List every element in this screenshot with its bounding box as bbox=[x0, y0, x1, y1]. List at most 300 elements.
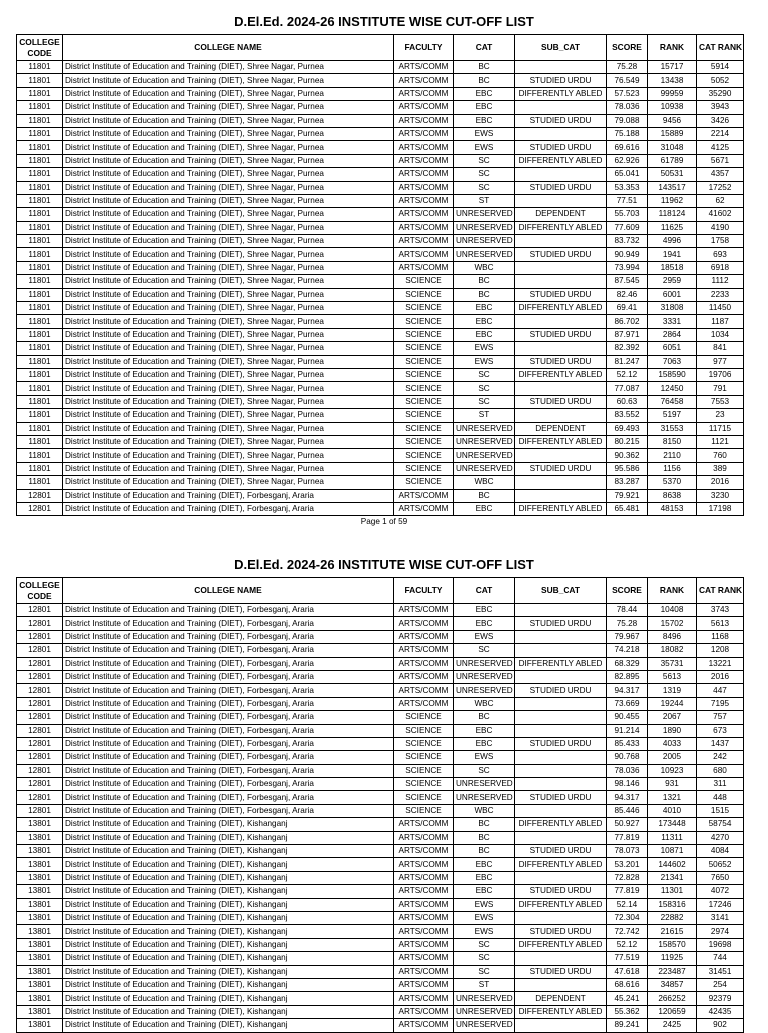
cell-cat: WBC bbox=[454, 476, 515, 489]
cell-sub-cat: STUDIED URDU bbox=[515, 462, 607, 475]
cell-sub-cat bbox=[515, 61, 607, 74]
cell-college-name: District Institute of Education and Training (DIET), Forbesganj, Araria bbox=[63, 604, 394, 617]
cell-score: 77.609 bbox=[607, 221, 648, 234]
cell-score: 77.819 bbox=[607, 885, 648, 898]
cell-rank: 5197 bbox=[648, 409, 697, 422]
cell-sub-cat: STUDIED URDU bbox=[515, 737, 607, 750]
cell-college-code: 13801 bbox=[17, 992, 63, 1005]
cell-college-code: 12801 bbox=[17, 711, 63, 724]
cell-cat-rank: 17198 bbox=[697, 502, 744, 515]
cell-cat: UNRESERVED bbox=[454, 449, 515, 462]
cell-sub-cat bbox=[515, 194, 607, 207]
cell-rank: 9456 bbox=[648, 114, 697, 127]
cell-faculty: ARTS/COMM bbox=[394, 127, 454, 140]
cell-cat-rank: 680 bbox=[697, 764, 744, 777]
cell-cat-rank: 92379 bbox=[697, 992, 744, 1005]
cell-score: 68.329 bbox=[607, 657, 648, 670]
cell-college-code: 11801 bbox=[17, 74, 63, 87]
cell-faculty: SCIENCE bbox=[394, 302, 454, 315]
cell-score: 77.819 bbox=[607, 831, 648, 844]
cell-faculty: SCIENCE bbox=[394, 342, 454, 355]
table-row bbox=[17, 1005, 744, 1018]
cell-cat-rank: 254 bbox=[697, 978, 744, 991]
table-row bbox=[17, 61, 744, 74]
cell-faculty: ARTS/COMM bbox=[394, 168, 454, 181]
table-row bbox=[17, 181, 744, 194]
cell-college-code: 11801 bbox=[17, 476, 63, 489]
cell-cat-rank: 1208 bbox=[697, 644, 744, 657]
cell-college-code: 12801 bbox=[17, 791, 63, 804]
cell-college-name: District Institute of Education and Training (DIET), Forbesganj, Araria bbox=[63, 644, 394, 657]
cell-sub-cat bbox=[515, 871, 607, 884]
cell-faculty: ARTS/COMM bbox=[394, 114, 454, 127]
cell-rank: 2067 bbox=[648, 711, 697, 724]
cell-faculty: SCIENCE bbox=[394, 476, 454, 489]
cell-sub-cat: DIFFERENTLY ABLED bbox=[515, 435, 607, 448]
table-row bbox=[17, 382, 744, 395]
cell-cat-rank: 1758 bbox=[697, 235, 744, 248]
table-row bbox=[17, 288, 744, 301]
cell-college-code: 12801 bbox=[17, 657, 63, 670]
cell-sub-cat bbox=[515, 911, 607, 924]
cell-sub-cat bbox=[515, 670, 607, 683]
cell-cat-rank: 5671 bbox=[697, 154, 744, 167]
cell-college-name: District Institute of Education and Training (DIET), Kishanganj bbox=[63, 1019, 394, 1032]
cell-college-code: 12801 bbox=[17, 489, 63, 502]
cell-rank: 10923 bbox=[648, 764, 697, 777]
table-row bbox=[17, 697, 744, 710]
cell-cat-rank: 1437 bbox=[697, 737, 744, 750]
table-row bbox=[17, 275, 744, 288]
cell-cat-rank: 58754 bbox=[697, 818, 744, 831]
header-cat: CAT bbox=[454, 35, 515, 61]
cell-cat: UNRESERVED bbox=[454, 422, 515, 435]
cell-score: 73.994 bbox=[607, 261, 648, 274]
cell-rank: 4010 bbox=[648, 804, 697, 817]
cell-cat-rank: 7195 bbox=[697, 697, 744, 710]
cell-college-name: District Institute of Education and Training (DIET), Shree Nagar, Purnea bbox=[63, 127, 394, 140]
cell-college-name: District Institute of Education and Training (DIET), Forbesganj, Araria bbox=[63, 804, 394, 817]
cell-cat: UNRESERVED bbox=[454, 992, 515, 1005]
cell-sub-cat bbox=[515, 1019, 607, 1032]
header-rank: RANK bbox=[648, 578, 697, 604]
cell-college-code: 11801 bbox=[17, 288, 63, 301]
cell-college-name: District Institute of Education and Training (DIET), Kishanganj bbox=[63, 938, 394, 951]
cell-rank: 22882 bbox=[648, 911, 697, 924]
cell-score: 75.188 bbox=[607, 127, 648, 140]
cell-sub-cat: STUDIED URDU bbox=[515, 288, 607, 301]
cell-rank: 31808 bbox=[648, 302, 697, 315]
cell-cat: EWS bbox=[454, 355, 515, 368]
cell-sub-cat: DIFFERENTLY ABLED bbox=[515, 302, 607, 315]
table-row bbox=[17, 154, 744, 167]
cell-cat: ST bbox=[454, 409, 515, 422]
cell-cat: UNRESERVED bbox=[454, 670, 515, 683]
cell-cat-rank: 35290 bbox=[697, 87, 744, 100]
cell-cat: WBC bbox=[454, 697, 515, 710]
cell-cat-rank: 1112 bbox=[697, 275, 744, 288]
header-college-code: COLLEGE CODE bbox=[17, 35, 63, 61]
cell-sub-cat bbox=[515, 275, 607, 288]
table-row bbox=[17, 938, 744, 951]
cell-score: 82.895 bbox=[607, 670, 648, 683]
table-row bbox=[17, 74, 744, 87]
cell-college-code: 11801 bbox=[17, 154, 63, 167]
cell-rank: 8638 bbox=[648, 489, 697, 502]
cell-sub-cat: DEPENDENT bbox=[515, 422, 607, 435]
cell-college-name: District Institute of Education and Training (DIET), Shree Nagar, Purnea bbox=[63, 368, 394, 381]
cell-score: 79.088 bbox=[607, 114, 648, 127]
cell-cat-rank: 4072 bbox=[697, 885, 744, 898]
table-row bbox=[17, 141, 744, 154]
cell-rank: 4996 bbox=[648, 235, 697, 248]
cell-cat: BC bbox=[454, 831, 515, 844]
cell-cat: SC bbox=[454, 938, 515, 951]
cell-score: 52.14 bbox=[607, 898, 648, 911]
cell-rank: 8496 bbox=[648, 630, 697, 643]
cell-cat: UNRESERVED bbox=[454, 248, 515, 261]
cell-cat-rank: 4125 bbox=[697, 141, 744, 154]
cell-cat: SC bbox=[454, 168, 515, 181]
header-score: SCORE bbox=[607, 35, 648, 61]
cell-cat: SC bbox=[454, 368, 515, 381]
cell-rank: 158316 bbox=[648, 898, 697, 911]
cell-college-name: District Institute of Education and Training (DIET), Kishanganj bbox=[63, 818, 394, 831]
cell-faculty: SCIENCE bbox=[394, 751, 454, 764]
cell-cat: EWS bbox=[454, 898, 515, 911]
cell-faculty: ARTS/COMM bbox=[394, 965, 454, 978]
cell-cat: BC bbox=[454, 74, 515, 87]
cell-faculty: ARTS/COMM bbox=[394, 925, 454, 938]
cell-cat-rank: 757 bbox=[697, 711, 744, 724]
cell-cat: SC bbox=[454, 382, 515, 395]
cell-college-name: District Institute of Education and Training (DIET), Forbesganj, Araria bbox=[63, 502, 394, 515]
cell-rank: 8150 bbox=[648, 435, 697, 448]
table-row bbox=[17, 804, 744, 817]
cell-faculty: ARTS/COMM bbox=[394, 87, 454, 100]
cell-college-code: 11801 bbox=[17, 409, 63, 422]
cell-score: 60.63 bbox=[607, 395, 648, 408]
cell-college-name: District Institute of Education and Training (DIET), Shree Nagar, Purnea bbox=[63, 141, 394, 154]
cell-faculty: ARTS/COMM bbox=[394, 898, 454, 911]
cell-sub-cat: DIFFERENTLY ABLED bbox=[515, 657, 607, 670]
table-row bbox=[17, 409, 744, 422]
cell-rank: 19244 bbox=[648, 697, 697, 710]
cell-faculty: SCIENCE bbox=[394, 315, 454, 328]
cell-faculty: ARTS/COMM bbox=[394, 871, 454, 884]
cell-rank: 11301 bbox=[648, 885, 697, 898]
cell-college-code: 11801 bbox=[17, 382, 63, 395]
table-row bbox=[17, 818, 744, 831]
page-title: D.El.Ed. 2024-26 INSTITUTE WISE CUT-OFF LIST bbox=[234, 557, 534, 572]
cell-sub-cat: STUDIED URDU bbox=[515, 791, 607, 804]
cell-college-code: 13801 bbox=[17, 911, 63, 924]
cell-sub-cat bbox=[515, 489, 607, 502]
cell-cat-rank: 13221 bbox=[697, 657, 744, 670]
cell-cat-rank: 447 bbox=[697, 684, 744, 697]
cell-cat-rank: 17252 bbox=[697, 181, 744, 194]
cell-college-name: District Institute of Education and Training (DIET), Forbesganj, Araria bbox=[63, 711, 394, 724]
cell-cat: EBC bbox=[454, 885, 515, 898]
cell-score: 83.732 bbox=[607, 235, 648, 248]
cell-sub-cat: STUDIED URDU bbox=[515, 114, 607, 127]
cell-faculty: SCIENCE bbox=[394, 778, 454, 791]
cell-cat-rank: 977 bbox=[697, 355, 744, 368]
cell-cat-rank: 902 bbox=[697, 1019, 744, 1032]
cell-faculty: SCIENCE bbox=[394, 328, 454, 341]
cell-rank: 11311 bbox=[648, 831, 697, 844]
cell-college-name: District Institute of Education and Training (DIET), Forbesganj, Araria bbox=[63, 617, 394, 630]
cell-college-name: District Institute of Education and Training (DIET), Kishanganj bbox=[63, 858, 394, 871]
cell-faculty: ARTS/COMM bbox=[394, 235, 454, 248]
cell-college-name: District Institute of Education and Training (DIET), Shree Nagar, Purnea bbox=[63, 275, 394, 288]
cell-cat-rank: 1515 bbox=[697, 804, 744, 817]
cell-cat: BC bbox=[454, 288, 515, 301]
table-row bbox=[17, 657, 744, 670]
table-row bbox=[17, 127, 744, 140]
table-row bbox=[17, 114, 744, 127]
cell-rank: 5613 bbox=[648, 670, 697, 683]
cell-rank: 15702 bbox=[648, 617, 697, 630]
cell-rank: 18082 bbox=[648, 644, 697, 657]
cell-faculty: ARTS/COMM bbox=[394, 261, 454, 274]
table-row bbox=[17, 898, 744, 911]
cell-sub-cat: STUDIED URDU bbox=[515, 395, 607, 408]
cell-college-name: District Institute of Education and Training (DIET), Kishanganj bbox=[63, 925, 394, 938]
header-score: SCORE bbox=[607, 578, 648, 604]
cell-faculty: SCIENCE bbox=[394, 275, 454, 288]
header-faculty: FACULTY bbox=[394, 578, 454, 604]
cell-college-name: District Institute of Education and Training (DIET), Shree Nagar, Purnea bbox=[63, 248, 394, 261]
cell-cat-rank: 2233 bbox=[697, 288, 744, 301]
cell-college-code: 13801 bbox=[17, 858, 63, 871]
cell-score: 85.433 bbox=[607, 737, 648, 750]
cell-cat-rank: 4357 bbox=[697, 168, 744, 181]
table-row bbox=[17, 751, 744, 764]
cell-college-name: District Institute of Education and Training (DIET), Kishanganj bbox=[63, 898, 394, 911]
cell-score: 52.12 bbox=[607, 938, 648, 951]
table-row bbox=[17, 87, 744, 100]
cell-rank: 34857 bbox=[648, 978, 697, 991]
cell-college-name: District Institute of Education and Training (DIET), Shree Nagar, Purnea bbox=[63, 302, 394, 315]
cell-faculty: SCIENCE bbox=[394, 395, 454, 408]
cell-college-name: District Institute of Education and Training (DIET), Forbesganj, Araria bbox=[63, 764, 394, 777]
cell-faculty: ARTS/COMM bbox=[394, 885, 454, 898]
cell-faculty: SCIENCE bbox=[394, 737, 454, 750]
cell-score: 90.362 bbox=[607, 449, 648, 462]
cell-cat-rank: 62 bbox=[697, 194, 744, 207]
cell-college-name: District Institute of Education and Training (DIET), Shree Nagar, Purnea bbox=[63, 342, 394, 355]
cell-college-code: 11801 bbox=[17, 168, 63, 181]
cell-college-name: District Institute of Education and Training (DIET), Forbesganj, Araria bbox=[63, 670, 394, 683]
cell-rank: 144602 bbox=[648, 858, 697, 871]
cell-cat: UNRESERVED bbox=[454, 462, 515, 475]
cell-cat-rank: 2974 bbox=[697, 925, 744, 938]
cell-faculty: ARTS/COMM bbox=[394, 818, 454, 831]
cell-cat: UNRESERVED bbox=[454, 791, 515, 804]
cell-college-name: District Institute of Education and Training (DIET), Shree Nagar, Purnea bbox=[63, 355, 394, 368]
cell-college-name: District Institute of Education and Training (DIET), Shree Nagar, Purnea bbox=[63, 435, 394, 448]
table-row bbox=[17, 261, 744, 274]
cell-college-code: 11801 bbox=[17, 315, 63, 328]
cell-cat-rank: 42435 bbox=[697, 1005, 744, 1018]
table-row bbox=[17, 965, 744, 978]
cell-rank: 99959 bbox=[648, 87, 697, 100]
cell-faculty: ARTS/COMM bbox=[394, 630, 454, 643]
table-row bbox=[17, 368, 744, 381]
cell-rank: 1941 bbox=[648, 248, 697, 261]
cell-college-code: 11801 bbox=[17, 261, 63, 274]
cell-sub-cat: DIFFERENTLY ABLED bbox=[515, 502, 607, 515]
cell-cat-rank: 3943 bbox=[697, 101, 744, 114]
cell-cat-rank: 50652 bbox=[697, 858, 744, 871]
table-row bbox=[17, 328, 744, 341]
cell-cat-rank: 19706 bbox=[697, 368, 744, 381]
cell-sub-cat bbox=[515, 315, 607, 328]
cell-faculty: ARTS/COMM bbox=[394, 952, 454, 965]
cell-faculty: SCIENCE bbox=[394, 422, 454, 435]
cell-faculty: ARTS/COMM bbox=[394, 670, 454, 683]
table-row bbox=[17, 978, 744, 991]
cell-sub-cat: DIFFERENTLY ABLED bbox=[515, 154, 607, 167]
cell-college-name: District Institute of Education and Training (DIET), Shree Nagar, Purnea bbox=[63, 476, 394, 489]
table-row bbox=[17, 845, 744, 858]
table-row bbox=[17, 670, 744, 683]
cell-college-code: 13801 bbox=[17, 818, 63, 831]
cell-college-code: 13801 bbox=[17, 845, 63, 858]
cell-cat-rank: 7553 bbox=[697, 395, 744, 408]
cell-sub-cat bbox=[515, 101, 607, 114]
cell-faculty: SCIENCE bbox=[394, 462, 454, 475]
cutoff-table bbox=[16, 34, 744, 516]
cell-college-name: District Institute of Education and Training (DIET), Shree Nagar, Purnea bbox=[63, 261, 394, 274]
cell-college-name: District Institute of Education and Training (DIET), Kishanganj bbox=[63, 978, 394, 991]
cell-rank: 266252 bbox=[648, 992, 697, 1005]
cell-sub-cat: STUDIED URDU bbox=[515, 965, 607, 978]
table-row bbox=[17, 925, 744, 938]
cell-rank: 10871 bbox=[648, 845, 697, 858]
cell-cat-rank: 17246 bbox=[697, 898, 744, 911]
cell-score: 73.669 bbox=[607, 697, 648, 710]
cell-cat: EBC bbox=[454, 604, 515, 617]
cell-score: 91.214 bbox=[607, 724, 648, 737]
cell-cat-rank: 6918 bbox=[697, 261, 744, 274]
cell-sub-cat: DIFFERENTLY ABLED bbox=[515, 1005, 607, 1018]
cell-faculty: ARTS/COMM bbox=[394, 61, 454, 74]
cell-cat-rank: 5613 bbox=[697, 617, 744, 630]
cell-cat: SC bbox=[454, 181, 515, 194]
cell-faculty: ARTS/COMM bbox=[394, 845, 454, 858]
table-row bbox=[17, 911, 744, 924]
cell-rank: 1321 bbox=[648, 791, 697, 804]
cell-score: 65.481 bbox=[607, 502, 648, 515]
cell-cat-rank: 5914 bbox=[697, 61, 744, 74]
cell-cat: EBC bbox=[454, 315, 515, 328]
cell-college-name: District Institute of Education and Training (DIET), Forbesganj, Araria bbox=[63, 737, 394, 750]
cell-sub-cat bbox=[515, 978, 607, 991]
cell-faculty: ARTS/COMM bbox=[394, 154, 454, 167]
cell-score: 78.44 bbox=[607, 604, 648, 617]
cell-college-name: District Institute of Education and Training (DIET), Forbesganj, Araria bbox=[63, 657, 394, 670]
cell-cat: BC bbox=[454, 61, 515, 74]
cell-rank: 158590 bbox=[648, 368, 697, 381]
cell-rank: 118124 bbox=[648, 208, 697, 221]
cell-college-code: 12801 bbox=[17, 617, 63, 630]
cell-college-name: District Institute of Education and Training (DIET), Kishanganj bbox=[63, 871, 394, 884]
table-row bbox=[17, 885, 744, 898]
cell-score: 53.201 bbox=[607, 858, 648, 871]
cell-college-name: District Institute of Education and Training (DIET), Shree Nagar, Purnea bbox=[63, 382, 394, 395]
table-row bbox=[17, 435, 744, 448]
cell-college-name: District Institute of Education and Training (DIET), Shree Nagar, Purnea bbox=[63, 288, 394, 301]
cell-sub-cat bbox=[515, 604, 607, 617]
cell-faculty: ARTS/COMM bbox=[394, 248, 454, 261]
cell-sub-cat bbox=[515, 697, 607, 710]
cell-faculty: ARTS/COMM bbox=[394, 101, 454, 114]
cell-sub-cat bbox=[515, 764, 607, 777]
cell-cat-rank: 760 bbox=[697, 449, 744, 462]
cell-cat: EWS bbox=[454, 911, 515, 924]
cell-rank: 158570 bbox=[648, 938, 697, 951]
cell-cat: EBC bbox=[454, 328, 515, 341]
cell-cat: EWS bbox=[454, 141, 515, 154]
cell-sub-cat bbox=[515, 476, 607, 489]
cell-sub-cat: DIFFERENTLY ABLED bbox=[515, 938, 607, 951]
table-row bbox=[17, 684, 744, 697]
cell-college-name: District Institute of Education and Training (DIET), Shree Nagar, Purnea bbox=[63, 328, 394, 341]
cell-college-name: District Institute of Education and Training (DIET), Forbesganj, Araria bbox=[63, 724, 394, 737]
cell-sub-cat bbox=[515, 724, 607, 737]
cell-rank: 143517 bbox=[648, 181, 697, 194]
cell-sub-cat: DIFFERENTLY ABLED bbox=[515, 368, 607, 381]
cell-cat-rank: 242 bbox=[697, 751, 744, 764]
cell-rank: 15889 bbox=[648, 127, 697, 140]
cell-score: 89.241 bbox=[607, 1019, 648, 1032]
cell-rank: 173448 bbox=[648, 818, 697, 831]
table-row bbox=[17, 764, 744, 777]
cell-rank: 4033 bbox=[648, 737, 697, 750]
cell-cat: EBC bbox=[454, 114, 515, 127]
cell-college-code: 13801 bbox=[17, 925, 63, 938]
cell-sub-cat bbox=[515, 127, 607, 140]
cell-cat-rank: 2016 bbox=[697, 670, 744, 683]
cell-college-code: 11801 bbox=[17, 342, 63, 355]
cell-college-name: District Institute of Education and Training (DIET), Kishanganj bbox=[63, 1005, 394, 1018]
cell-score: 83.552 bbox=[607, 409, 648, 422]
cell-college-code: 11801 bbox=[17, 114, 63, 127]
cell-cat: EBC bbox=[454, 858, 515, 871]
cell-college-name: District Institute of Education and Training (DIET), Shree Nagar, Purnea bbox=[63, 409, 394, 422]
header-sub-cat: SUB_CAT bbox=[515, 578, 607, 604]
cell-college-name: District Institute of Education and Training (DIET), Shree Nagar, Purnea bbox=[63, 462, 394, 475]
cell-cat-rank: 3141 bbox=[697, 911, 744, 924]
cell-cat: SC bbox=[454, 395, 515, 408]
cell-rank: 15717 bbox=[648, 61, 697, 74]
cell-faculty: SCIENCE bbox=[394, 435, 454, 448]
cell-score: 90.768 bbox=[607, 751, 648, 764]
cell-sub-cat: STUDIED URDU bbox=[515, 684, 607, 697]
table-row bbox=[17, 315, 744, 328]
cell-score: 53.353 bbox=[607, 181, 648, 194]
cell-score: 78.073 bbox=[607, 845, 648, 858]
table-row bbox=[17, 101, 744, 114]
table-row bbox=[17, 208, 744, 221]
cell-rank: 7063 bbox=[648, 355, 697, 368]
cell-college-name: District Institute of Education and Training (DIET), Forbesganj, Araria bbox=[63, 778, 394, 791]
table-row bbox=[17, 791, 744, 804]
cell-college-code: 12801 bbox=[17, 644, 63, 657]
cell-college-name: District Institute of Education and Training (DIET), Forbesganj, Araria bbox=[63, 751, 394, 764]
